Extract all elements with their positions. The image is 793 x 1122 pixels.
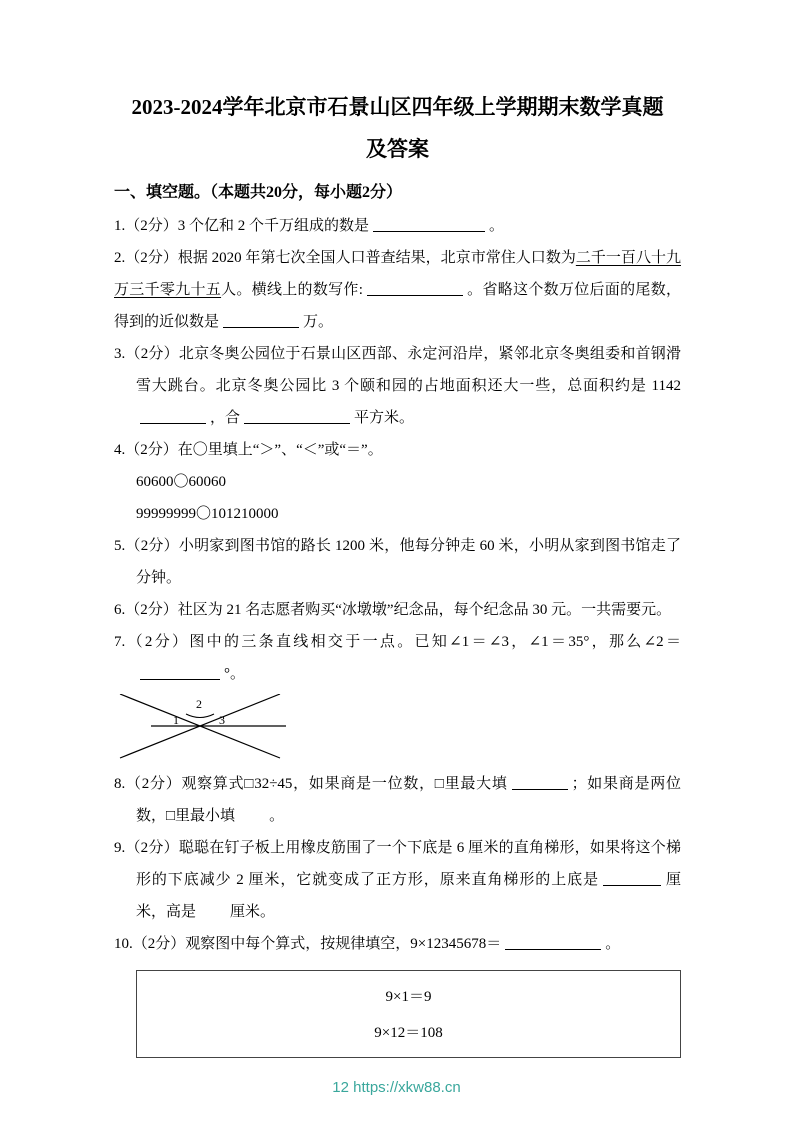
- q8-text: 8.（2分）观察算式□32÷45，如果商是一位数，□里最大填: [114, 776, 508, 792]
- box-equation-1: 9×1＝9: [385, 989, 432, 1005]
- question-8: [114, 768, 681, 832]
- q3-text: 3.（2分）北京冬奥公园位于石景山区西部、永定河沿岸，紧邻北京冬奥组委和首钢滑雪大跳台。北京冬奥公园比 3 个颐和园的占地面积还大一些，总面积约是 1142: [114, 346, 681, 394]
- q7-text-end: °。: [224, 666, 245, 682]
- q3-text-mid: ，合: [210, 410, 241, 426]
- document-title: [114, 86, 681, 170]
- q2-answer-blank-2: [223, 313, 299, 328]
- q7-answer-blank: [140, 665, 220, 680]
- angles-figure: [118, 694, 681, 766]
- question-3: [114, 338, 681, 434]
- q9-text: 9.（2分）聪聪在钉子板上用橡皮筋围了一个下底是 6 厘米的直角梯形，如果将这个梯形的下底减少 2 厘米，它就变成了正方形，原来直角梯形的上底是: [114, 840, 681, 888]
- q8-text-end: 。: [269, 808, 285, 824]
- question-5: [114, 530, 681, 594]
- q3-answer-blank-2: [244, 409, 350, 424]
- q3-text-end: 平方米。: [354, 410, 415, 426]
- angle-label-1: 1: [173, 713, 179, 727]
- question-7: [114, 626, 681, 690]
- q3-answer-blank-1: [140, 409, 206, 424]
- q9-text-end: 厘米。: [230, 904, 276, 920]
- q9-answer-blank-1: [603, 871, 661, 886]
- question-1: [114, 210, 681, 242]
- q8-answer-blank-1: [512, 775, 568, 790]
- q7-text: 7.（2分）图中的三条直线相交于一点。已知∠1＝∠3，∠1＝35°，那么∠2＝: [114, 634, 681, 650]
- q2-text: 2.（2分）根据 2020 年第七次全国人口普查结果，北京市常住人口数为: [114, 250, 576, 266]
- q10-answer-blank: [505, 935, 601, 950]
- title-line-1: 2023-2024学年北京市石景山区四年级上学期期末数学真题: [131, 95, 664, 119]
- q10-text: 10.（2分）观察图中每个算式，按规律填空，9×12345678＝: [114, 936, 502, 952]
- footer-link[interactable]: https://xkw88.cn: [353, 1079, 461, 1096]
- q5-text: 5.（2分）小明家到图书馆的路长 1200 米，他每分钟走 60 米，小明从家到图书馆走了分钟。: [114, 538, 681, 586]
- section-header: 一、填空题。（本题共20分，每小题2分）: [114, 184, 403, 201]
- question-2: [114, 242, 681, 338]
- angle-arc: [186, 714, 214, 718]
- question-9: [114, 832, 681, 928]
- q2-text-mid2: 。省略这个数万位后面的尾数，得到的近似数是: [114, 282, 681, 330]
- q2-underlined-number: 二千一百八十九万三千零九十五: [114, 250, 681, 298]
- q9-text-mid: 厘米，高是: [136, 872, 681, 920]
- box-equation-2: 9×12＝108: [374, 1025, 443, 1041]
- q6-text: 6.（2分）社区为 21 名志愿者购买“冰墩墩”纪念品，每个纪念品 30 元。一共需要元。: [114, 602, 672, 618]
- q8-text-mid: ；如果商是两位数，□里最小填: [136, 776, 681, 824]
- angle-label-2: 2: [196, 697, 202, 711]
- q2-text-end: 万。: [303, 314, 334, 330]
- q2-text-mid1: 人。横线上的数写作:: [221, 282, 363, 298]
- page-number: 12: [332, 1079, 349, 1096]
- question-10: [114, 928, 681, 960]
- title-line-2: 及答案: [366, 137, 429, 161]
- q1-text-end: 。: [489, 218, 505, 234]
- question-4: [114, 434, 681, 466]
- q1-text: 1.（2分）3 个亿和 2 个千万组成的数是: [114, 218, 370, 234]
- q1-answer-blank: [373, 217, 485, 232]
- q4-text: 4.（2分）在〇里填上“＞”、“＜”或“＝”。: [114, 442, 383, 458]
- question-6: [114, 594, 681, 626]
- q4-comparison-line-1: 60600〇60060: [136, 474, 227, 490]
- angle-label-3: 3: [219, 713, 225, 727]
- q4-comparison-line-2: 99999999〇101210000: [136, 506, 279, 522]
- pattern-box: [136, 970, 681, 1058]
- q10-text-end: 。: [605, 936, 621, 952]
- page-footer: [0, 1079, 793, 1096]
- q2-answer-blank-1: [367, 281, 463, 296]
